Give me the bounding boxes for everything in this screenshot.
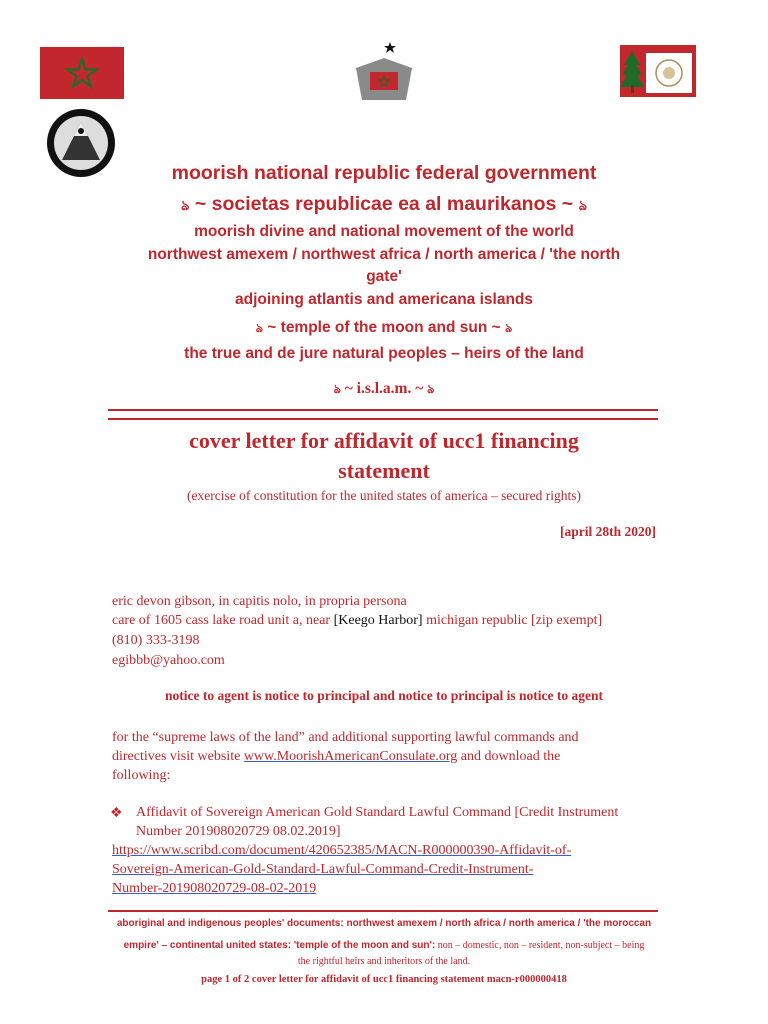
header-line-4b: gate': [366, 268, 402, 285]
footer-divider: [108, 910, 658, 912]
header-line-5: adjoining atlantis and americana islands: [234, 291, 534, 308]
pine-tree-flag-icon: [620, 45, 696, 97]
header-line-7: the true and de jure natural peoples – heirs of the land: [184, 345, 584, 362]
header-line-3: moorish divine and national movement of the world: [194, 223, 574, 240]
crescent-star-crest-icon: [350, 28, 418, 104]
ornament-icon: ঌ: [578, 197, 587, 213]
scribd-link-line-3[interactable]: Number-201908020729-08-02-2019: [112, 881, 317, 896]
page-footer: page 1 of 2 cover letter for affidavit of ucc1 financing statement macn-r000000418: [201, 974, 567, 985]
divider-bottom: [108, 418, 658, 420]
scribd-link-line-2[interactable]: Sovereign-American-Gold-Standard-Lawful-Command-Credit-Instrument-: [112, 862, 534, 877]
header-line-2: ঌ ~ societas republicae ea al maurikanos ~ ঌ: [181, 193, 587, 215]
body-line-1: for the “supreme laws of the land” and additional supporting lawful commands and: [112, 730, 579, 745]
morocco-flag-icon: [40, 47, 124, 99]
ornament-icon: ঌ: [333, 382, 341, 396]
header-line-4a: northwest amexem / northwest africa / north america / 'the north: [147, 246, 621, 263]
sender-phone: (810) 333-3198: [112, 633, 200, 648]
footer-line-1: aboriginal and indigenous peoples' documents: northwest amexem / north africa / north america / 'the moroccan: [116, 918, 652, 929]
body-line-2: directives visit website www.MoorishAmericanConsulate.org and download the: [112, 749, 561, 764]
bullet-line-1: Affidavit of Sovereign American Gold Standard Lawful Command [Credit Instrument: [136, 805, 619, 820]
ornament-icon: ঌ: [427, 382, 435, 396]
bullet-line-2: Number 201908020729 08.02.2019]: [136, 824, 341, 839]
document-date: [april 28th 2020]: [560, 524, 656, 539]
sender-address: care of 1605 cass lake road unit a, near [Keego Harbor] michigan republic [zip exempt]: [112, 613, 603, 628]
notice-statement: notice to agent is notice to principal and notice to principal is notice to agent: [165, 688, 603, 703]
header-line-6: ঌ ~ temple of the moon and sun ~ ঌ: [255, 319, 513, 336]
footer-line-3: the rightful heirs and inheritors of the land.: [297, 956, 471, 967]
ornament-icon: ঌ: [505, 321, 513, 335]
header-line-1: moorish national republic federal government: [171, 162, 597, 184]
bullet-diamond-icon: ❖: [110, 806, 123, 821]
scribd-link-line-1[interactable]: https://www.scribd.com/document/420652385/MACN-R000000390-Affidavit-of-: [112, 843, 572, 858]
footer-line-2: empire' – continental united states: 'temple of the moon and sun': non – domestic, non – resident, non-subject – being: [123, 940, 645, 951]
sender-name: eric devon gibson, in capitis nolo, in propria persona: [112, 594, 407, 609]
divider-top: [108, 409, 658, 411]
document-subtitle: (exercise of constitution for the united states of america – secured rights): [187, 488, 581, 503]
body-line-3: following:: [112, 768, 171, 783]
sender-email: egibbb@yahoo.com: [112, 653, 225, 668]
ornament-icon: ঌ: [181, 197, 190, 213]
consulate-website-link[interactable]: www.MoorishAmericanConsulate.org: [243, 749, 458, 764]
ornament-icon: ঌ: [255, 321, 263, 335]
document-title-line-1: cover letter for affidavit of ucc1 financing: [189, 428, 579, 453]
header-line-8: ঌ ~ i.s.l.a.m. ~ ঌ: [333, 380, 435, 397]
document-title-line-2: statement: [338, 458, 430, 483]
